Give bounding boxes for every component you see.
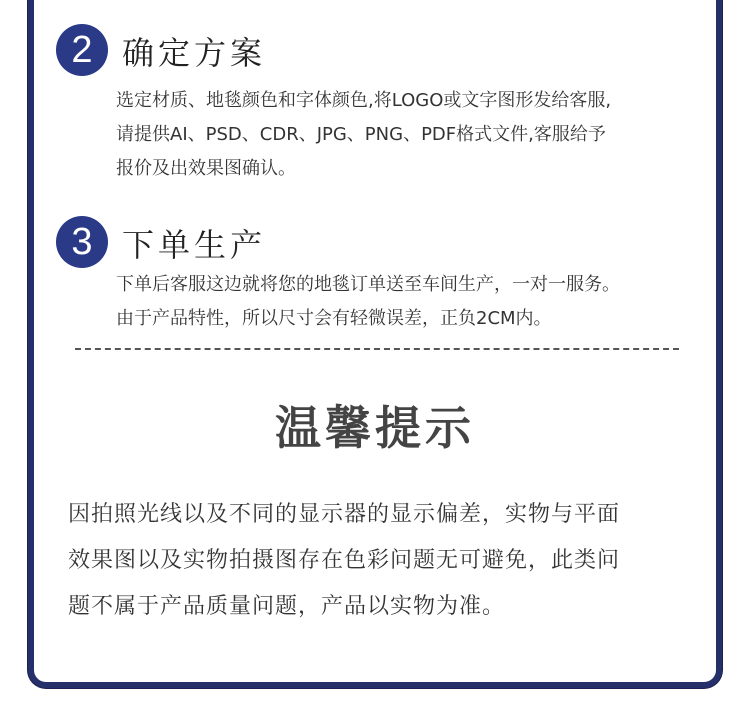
step-description-line: 由于产品特性，所以尺寸会有轻微误差，正负2CM内。 (116, 308, 552, 329)
tips-body (68, 492, 688, 630)
step-description (116, 268, 706, 336)
step-title: 确定方案 (122, 34, 267, 72)
step-description (116, 84, 706, 186)
tips-line: 题不属于产品质量问题，产品以实物为准。 (68, 594, 506, 619)
step-number-badge: 2 (56, 24, 108, 76)
step-description-line: 选定材质、地毯颜色和字体颜色,将LOGO或文字图形发给客服, (116, 90, 612, 111)
step-number-badge: 3 (56, 216, 108, 268)
step-description-line: 下单后客服这边就将您的地毯订单送至车间生产，一对一服务。 (116, 274, 620, 295)
dashed-divider (75, 348, 679, 350)
tips-title: 温馨提示 (275, 401, 475, 455)
tips-line: 效果图以及实物拍摄图存在色彩问题无可避免，此类问 (68, 548, 621, 573)
step-description-line: 报价及出效果图确认。 (116, 158, 296, 179)
step-description-line: 请提供AI、PSD、CDR、JPG、PNG、PDF格式文件,客服给予 (116, 124, 606, 145)
tips-line: 因拍照光线以及不同的显示器的显示偏差，实物与平面 (68, 502, 621, 527)
step-title: 下单生产 (122, 226, 267, 264)
